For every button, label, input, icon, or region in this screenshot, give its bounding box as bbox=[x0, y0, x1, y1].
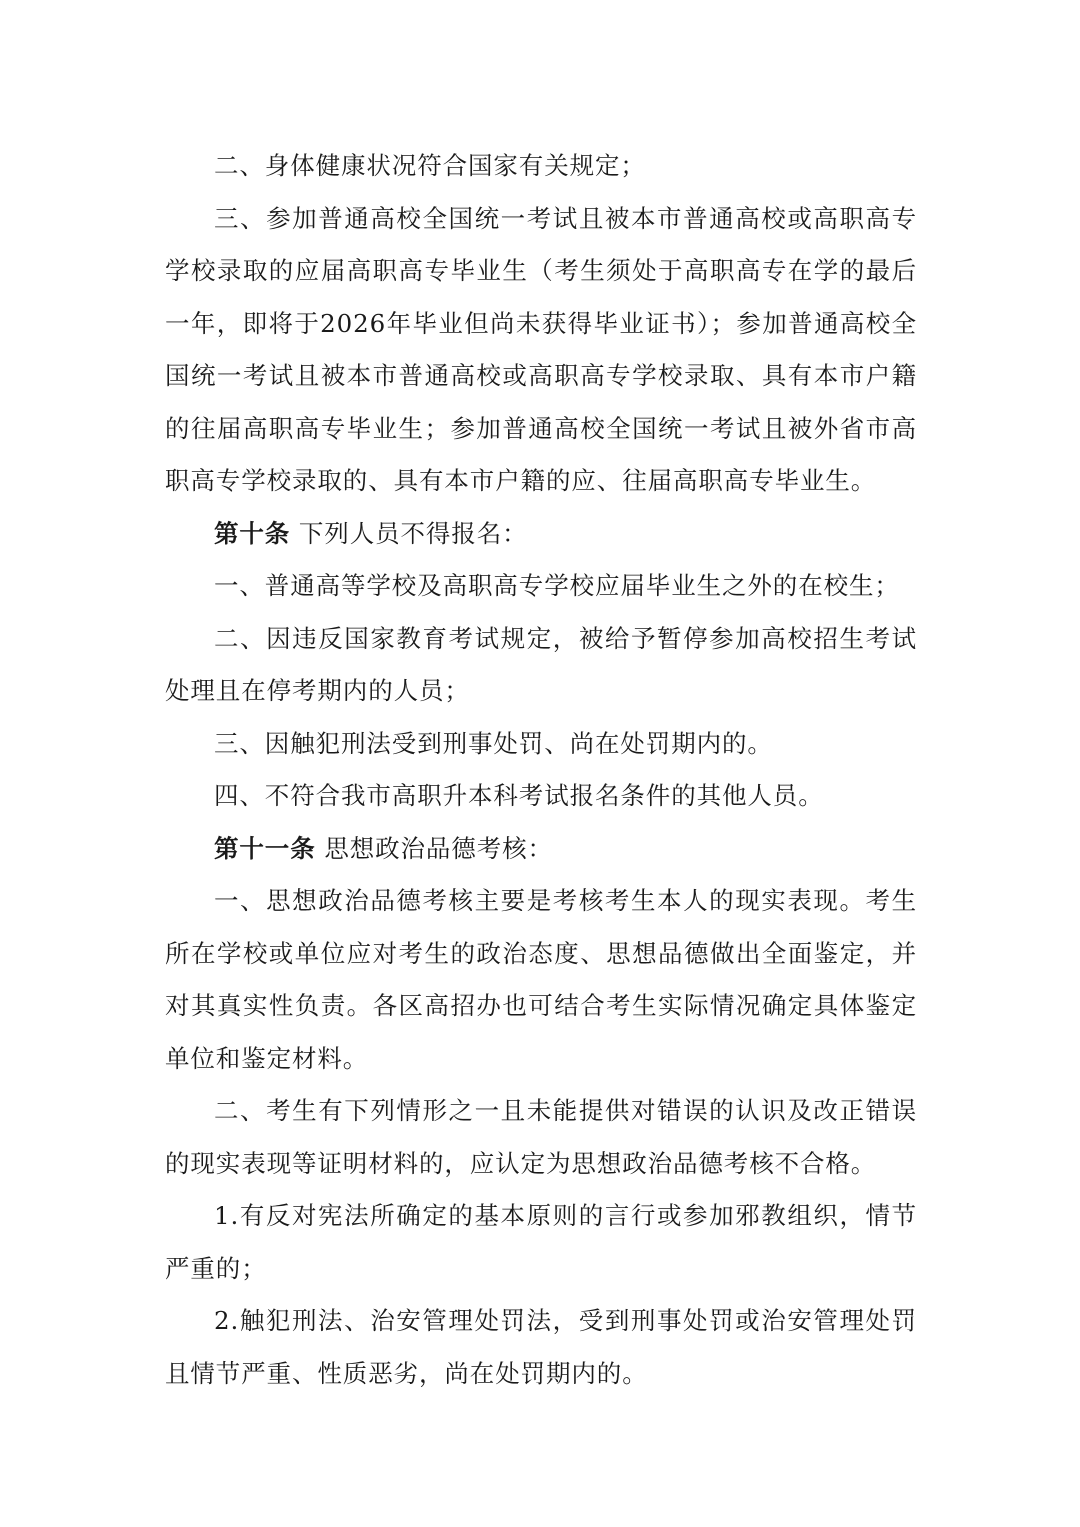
paragraph-11-subitem-2: 2.触犯刑法、治安管理处罚法，受到刑事处罚或治安管理处罚且情节严重、性质恶劣，尚在处罚期内的。 bbox=[165, 1306, 917, 1388]
paragraph-10-item-1: 一、普通高等学校及高职高专学校应届毕业生之外的在校生； bbox=[214, 571, 900, 600]
article-10-text: 下列人员不得报名： bbox=[298, 518, 528, 548]
paragraph-graduate-eligibility: 三、参加普通高校全国统一考试且被本市普通高校或高职高专学校录取的应届高职高专毕业生（考生须处于高职高专在学的最后一年，即将于2026年毕业但尚未获得毕业证书）；参加普通高校全国统一考试且被本市普通高校或高职高专学校录取、具有本市户籍的往届高职高专毕业生；参加普通高校全国统一考试且被外省市高职高专学校录取的、具有本市户籍的应、往届高职高专毕业生。 bbox=[165, 203, 917, 495]
article-10-label: 第十条 bbox=[214, 518, 291, 548]
paragraph-10-item-2: 二、因违反国家教育考试规定，被给予暂停参加高校招生考试处理且在停考期内的人员； bbox=[165, 623, 917, 705]
article-10 bbox=[165, 508, 917, 561]
article-11-text: 思想政治品德考核： bbox=[324, 833, 553, 863]
paragraph-11-subitem-1: 1.有反对宪法所确定的基本原则的言行或参加邪教组织，情节严重的； bbox=[165, 1201, 917, 1283]
article-11-label: 第十一条 bbox=[214, 833, 316, 863]
document-body bbox=[165, 140, 917, 1400]
paragraph-health-requirement: 二、身体健康状况符合国家有关规定； bbox=[214, 151, 646, 180]
paragraph-11-item-2: 二、考生有下列情形之一且未能提供对错误的认识及改正错误的现实表现等证明材料的，应认定为思想政治品德考核不合格。 bbox=[165, 1096, 917, 1178]
paragraph-10-item-3: 三、因触犯刑法受到刑事处罚、尚在处罚期内的。 bbox=[214, 728, 773, 758]
article-11 bbox=[165, 823, 917, 876]
paragraph-11-item-1: 一、思想政治品德考核主要是考核考生本人的现实表现。考生所在学校或单位应对考生的政治态度、思想品德做出全面鉴定，并对其真实性负责。各区高招办也可结合考生实际情况确定具体鉴定单位和鉴定材料。 bbox=[165, 886, 917, 1073]
paragraph-10-item-4: 四、不符合我市高职升本科考试报名条件的其他人员。 bbox=[214, 781, 824, 810]
